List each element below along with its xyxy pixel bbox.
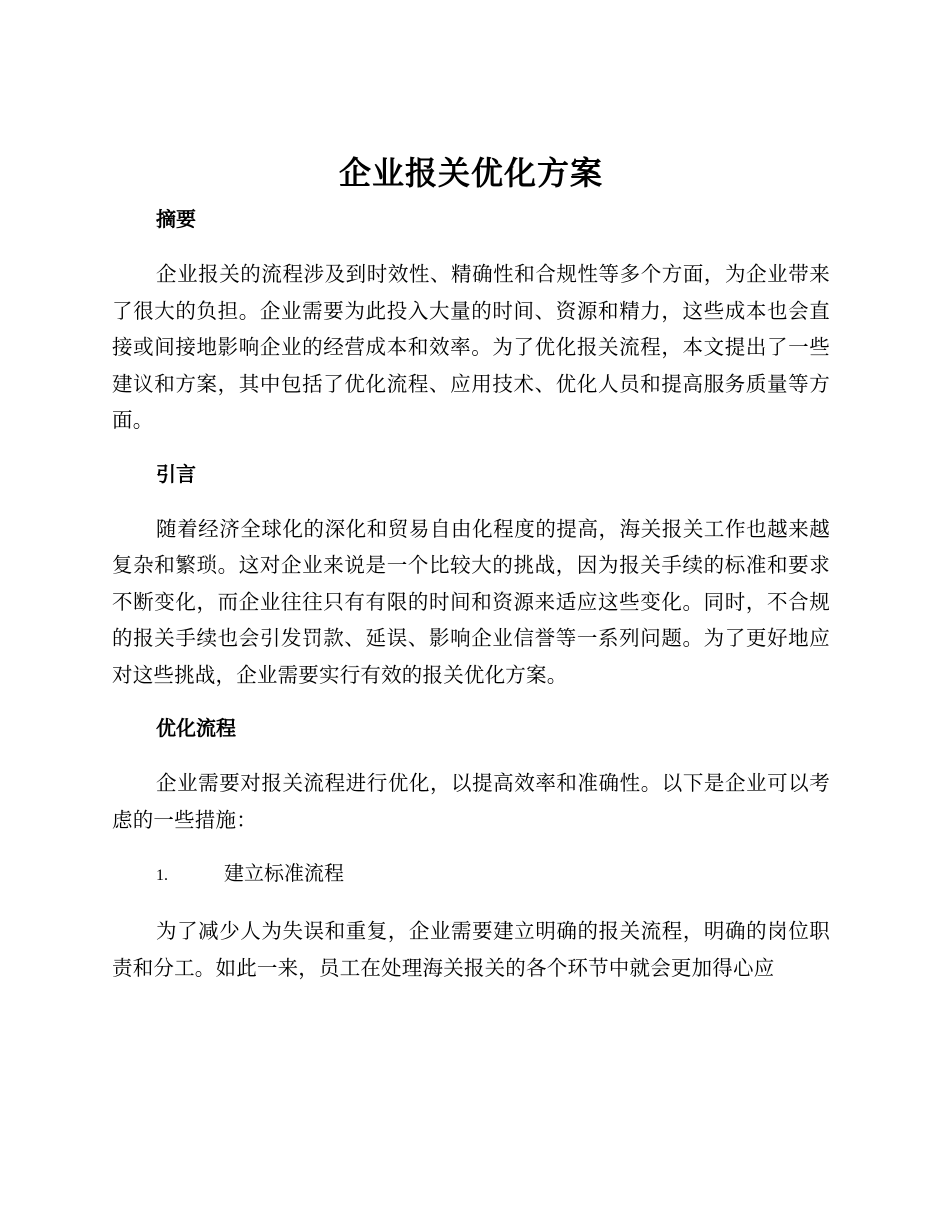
list-item-number: 1. (156, 867, 168, 884)
introduction-paragraph: 随着经济全球化的深化和贸易自由化程度的提高，海关报关工作也越来越复杂和繁琐。这对企业来说是一个比较大的挑战，因为报关手续的标准和要求不断变化，而企业往往只有有限的时间和资源来适应这些变化。同时，不合规的报关手续也会引发罚款、延误、影响企业信誉等一系列问题。为了更好地应对这些挑战，企业需要实行有效的报关优化方案。 (112, 516, 830, 687)
abstract-heading: 摘要 (156, 207, 196, 231)
document-page (112, 148, 830, 986)
optimize-process-paragraph: 企业需要对报关流程进行优化，以提高效率和准确性。以下是企业可以考虑的一些措施： (112, 771, 830, 832)
introduction-heading: 引言 (156, 461, 196, 486)
document-title: 企业报关优化方案 (338, 154, 603, 192)
list-item (112, 858, 830, 891)
abstract-paragraph: 企业报关的流程涉及到时效性、精确性和合规性等多个方面，为企业带来了很大的负担。企业需要为此投入大量的时间、资源和精力，这些成本也会直接或间接地影响企业的经营成本和效率。为了优化报关流程，本文提出了一些建议和方案，其中包括了优化流程、应用技术、优化人员和提高服务质量等方面。 (112, 262, 830, 432)
standard-process-paragraph: 为了减少人为失误和重复，企业需要建立明确的报关流程，明确的岗位职责和分工。如此一来，员工在处理海关报关的各个环节中就会更加得心应 (112, 919, 830, 980)
optimize-process-heading: 优化流程 (156, 716, 236, 740)
list-item-label: 建立标准流程 (224, 861, 344, 885)
